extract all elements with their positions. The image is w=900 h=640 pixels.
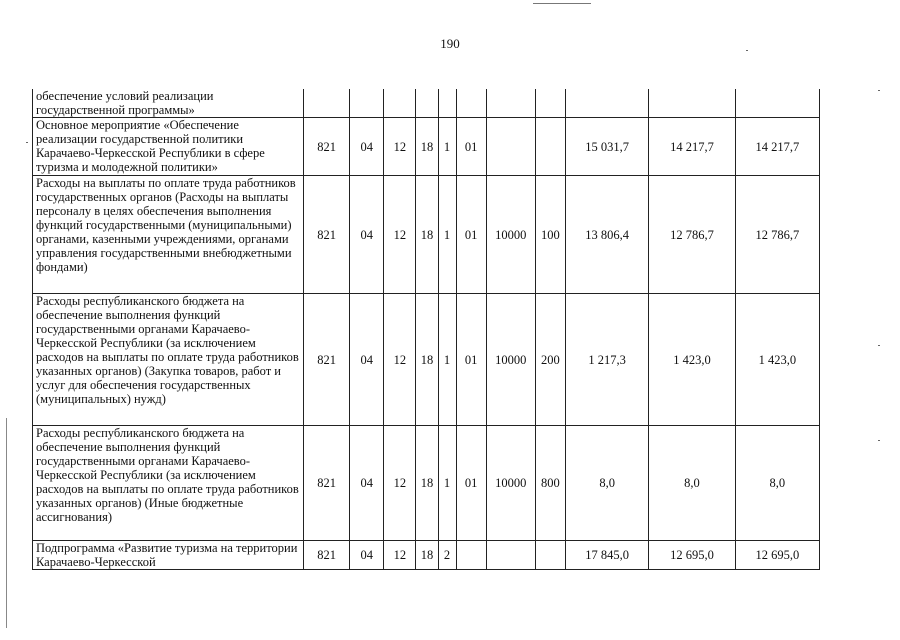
column-main-activity: 01 <box>456 118 486 176</box>
row-name: Расходы на выплаты по оплате труда работников государственных органов (Расходы на выплаты персоналу в целях обеспечения выполнения функций государственными (муниципальными) органами, казенными учреждениями, органами управления государственными внебюджетными фондами) <box>33 176 304 294</box>
column-amount-year1: 13 806,4 <box>565 176 648 294</box>
row-name: Подпрограмма «Развитие туризма на территории Карачаево-Черкесской <box>33 541 304 570</box>
column-section: 04 <box>350 426 384 541</box>
column-expense-direction: 10000 <box>486 294 535 426</box>
column-subprogram: 1 <box>438 176 456 294</box>
column-section <box>350 89 384 118</box>
column-subsection <box>384 89 416 118</box>
column-main-activity <box>456 89 486 118</box>
column-expense-type: 100 <box>535 176 565 294</box>
column-subprogram: 1 <box>438 294 456 426</box>
row-name: обеспечение условий реализации государственной программы» <box>33 89 304 118</box>
column-amount-year3 <box>735 89 819 118</box>
scan-margin-line <box>6 418 7 628</box>
column-amount-year2: 12 695,0 <box>649 541 735 570</box>
column-subprogram: 1 <box>438 118 456 176</box>
column-amount-year3: 14 217,7 <box>735 118 819 176</box>
column-program: 18 <box>416 426 438 541</box>
column-admin-code <box>304 89 350 118</box>
column-expense-type: 200 <box>535 294 565 426</box>
table-row <box>33 118 820 176</box>
column-amount-year2: 8,0 <box>649 426 735 541</box>
column-expense-type: 800 <box>535 426 565 541</box>
column-amount-year3: 12 695,0 <box>735 541 819 570</box>
column-admin-code: 821 <box>304 426 350 541</box>
column-section: 04 <box>350 294 384 426</box>
column-amount-year3: 1 423,0 <box>735 294 819 426</box>
column-program: 18 <box>416 541 438 570</box>
column-amount-year2: 1 423,0 <box>649 294 735 426</box>
column-program: 18 <box>416 176 438 294</box>
column-expense-direction: 10000 <box>486 176 535 294</box>
column-subsection: 12 <box>384 118 416 176</box>
table-row <box>33 426 820 541</box>
column-amount-year3: 8,0 <box>735 426 819 541</box>
column-amount-year1: 1 217,3 <box>565 294 648 426</box>
column-admin-code: 821 <box>304 541 350 570</box>
column-subsection: 12 <box>384 541 416 570</box>
scan-speck <box>878 440 880 441</box>
column-section: 04 <box>350 176 384 294</box>
column-subprogram <box>438 89 456 118</box>
column-amount-year2 <box>649 89 735 118</box>
column-main-activity <box>456 541 486 570</box>
top-rule <box>533 3 591 4</box>
column-expense-direction <box>486 541 535 570</box>
column-admin-code: 821 <box>304 176 350 294</box>
column-admin-code: 821 <box>304 118 350 176</box>
column-expense-direction <box>486 89 535 118</box>
column-amount-year1 <box>565 89 648 118</box>
column-amount-year2: 12 786,7 <box>649 176 735 294</box>
column-program: 18 <box>416 294 438 426</box>
row-name: Основное мероприятие «Обеспечение реализации государственной политики Карачаево-Черкесской Республики в сфере туризма и молодежной политики» <box>33 118 304 176</box>
column-program: 18 <box>416 118 438 176</box>
table-row <box>33 176 820 294</box>
row-name: Расходы республиканского бюджета на обеспечение выполнения функций государственными органами Карачаево-Черкесской Республики (за исключением расходов на выплаты по оплате труда работников указанных органов) (Иные бюджетные ассигнования) <box>33 426 304 541</box>
column-amount-year1: 15 031,7 <box>565 118 648 176</box>
column-program <box>416 89 438 118</box>
table-row <box>33 89 820 118</box>
column-subsection: 12 <box>384 176 416 294</box>
column-subprogram: 1 <box>438 426 456 541</box>
column-section: 04 <box>350 541 384 570</box>
scan-speck <box>746 50 748 51</box>
page-number: 190 <box>440 36 460 51</box>
column-expense-direction: 10000 <box>486 426 535 541</box>
column-main-activity: 01 <box>456 294 486 426</box>
column-amount-year2: 14 217,7 <box>649 118 735 176</box>
column-expense-type <box>535 118 565 176</box>
column-admin-code: 821 <box>304 294 350 426</box>
column-expense-type <box>535 541 565 570</box>
column-amount-year1: 8,0 <box>565 426 648 541</box>
scan-speck <box>26 142 28 143</box>
table-row <box>33 541 820 570</box>
column-subsection: 12 <box>384 294 416 426</box>
column-subsection: 12 <box>384 426 416 541</box>
scan-speck <box>878 345 880 346</box>
column-expense-type <box>535 89 565 118</box>
column-expense-direction <box>486 118 535 176</box>
column-main-activity: 01 <box>456 176 486 294</box>
column-amount-year1: 17 845,0 <box>565 541 648 570</box>
scan-speck <box>878 90 880 91</box>
row-name: Расходы республиканского бюджета на обеспечение выполнения функций государственными органами Карачаево-Черкесской Республики (за исключением расходов на выплаты по оплате труда работников указанных органов) (Закупка товаров, работ и услуг для обеспечения государственных (муниципальных) нужд) <box>33 294 304 426</box>
budget-table <box>32 89 820 570</box>
column-amount-year3: 12 786,7 <box>735 176 819 294</box>
column-subprogram: 2 <box>438 541 456 570</box>
column-main-activity: 01 <box>456 426 486 541</box>
table-row <box>33 294 820 426</box>
column-section: 04 <box>350 118 384 176</box>
